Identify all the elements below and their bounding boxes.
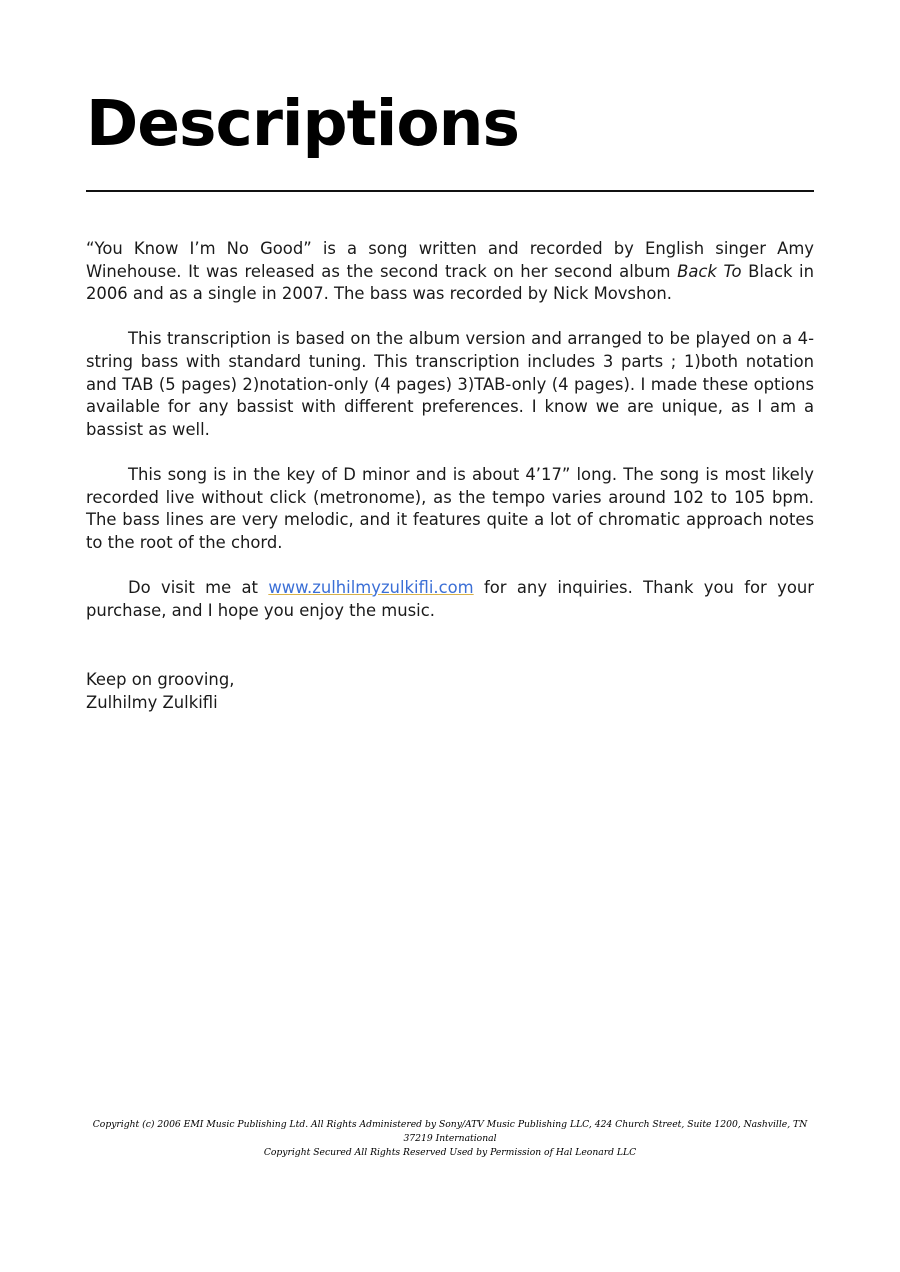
signoff-name: Zulhilmy Zulkifli: [86, 692, 218, 712]
intro-text-tail: Black in 2006 and as a single in 2007. The bass was recorded by Nick Movshon.: [86, 261, 814, 304]
signoff-closing: Keep on grooving,: [86, 670, 235, 689]
paragraph-intro: [86, 238, 814, 306]
page-title: Descriptions: [86, 87, 519, 160]
signoff: [86, 669, 234, 714]
website-link[interactable]: www.zulhilmyzulkifli.com: [268, 577, 474, 597]
paragraph-transcription: This transcription is based on the album version and arranged to be played on a 4-string bass with standard tuning. This transcription includes 3 parts ; 1)both notation and TAB (5 pages) 2)notation-only (4 pages) 3)TAB-only (4 pages). I made these options available for any bassist with different preferences. I know we are unique, as I am a bassist as well.: [86, 329, 814, 439]
copyright-line-1: Copyright (c) 2006 EMI Music Publishing Ltd. All Rights Administered by Sony/ATV Music Publishing LLC, 424 Church Street, Suite 1200, Nashville, TN 37219 International: [92, 1119, 808, 1144]
copyright-line-2: Copyright Secured All Rights Reserved Used by Permission of Hal Leonard LLC: [263, 1147, 637, 1158]
description-body: [86, 238, 814, 645]
contact-text: Do visit me at: [128, 577, 269, 597]
copyright-footer: [86, 1118, 814, 1160]
intro-text: “You Know I’m No Good” is a song written and recorded by English singer Amy Winehouse. It was released as the second track on her second album: [86, 239, 814, 281]
title-divider: [86, 190, 814, 192]
paragraph-song-details: This song is in the key of D minor and is about 4’17” long. The song is most likely recorded live without click (metronome), as the tempo varies around 102 to 105 bpm. The bass lines are very melodic, and it features quite a lot of chromatic approach notes to the root of the chord.: [86, 464, 814, 552]
album-title: Back To: [677, 261, 742, 281]
contact-text-tail: for any inquiries. Thank you for your purchase, and I hope you enjoy the music.: [86, 577, 814, 620]
paragraph-contact: [86, 577, 814, 622]
